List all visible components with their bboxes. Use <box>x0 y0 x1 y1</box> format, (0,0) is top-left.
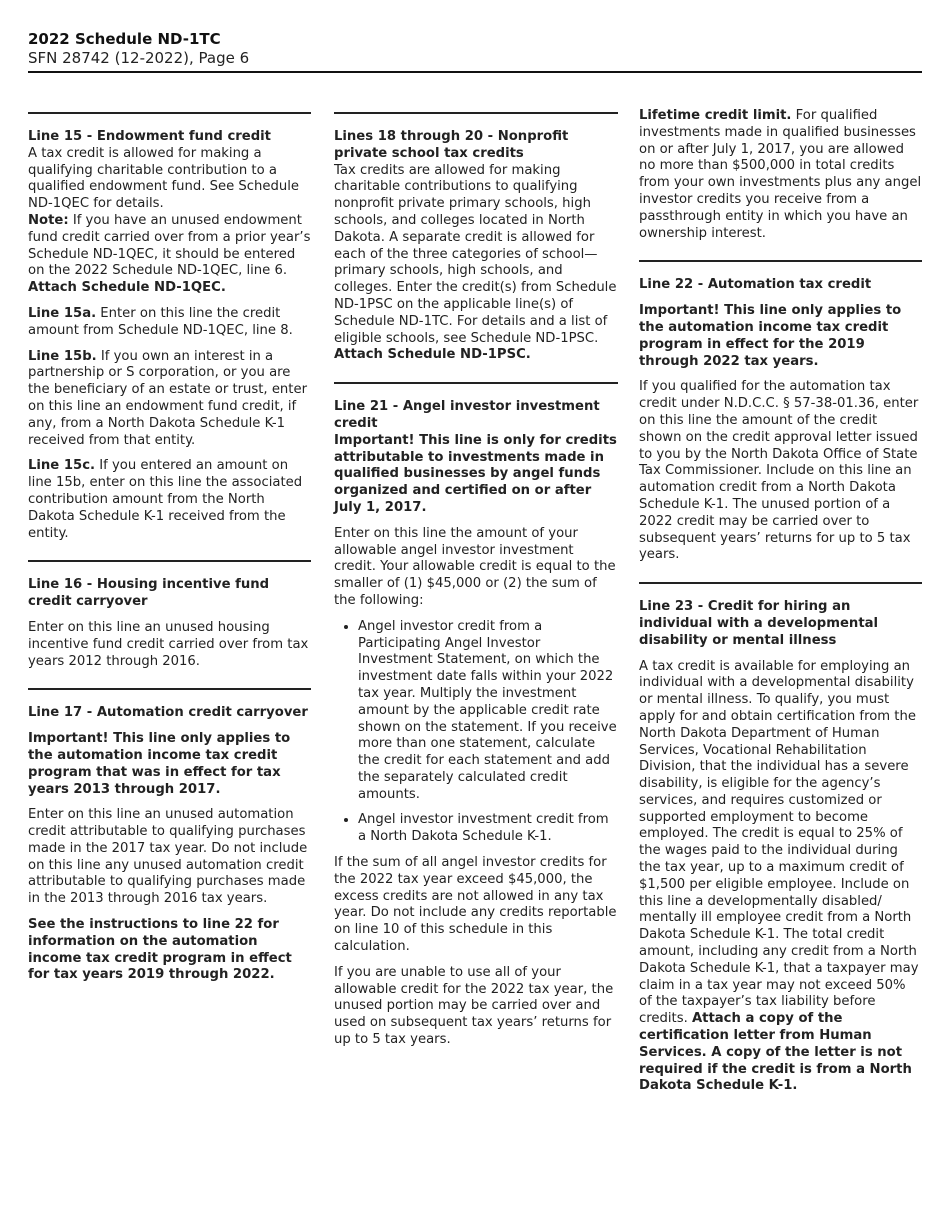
section-line-15 <box>28 129 311 542</box>
bullet-list <box>334 619 618 846</box>
line-15b-paragraph <box>28 349 311 450</box>
section-line-22 <box>639 277 922 564</box>
lifetime-credit-limit <box>639 108 922 242</box>
section-heading: Line 23 - Credit for hiring an individual with a developmental disability or mental illness <box>639 599 879 648</box>
lifetime-label: Lifetime credit limit. <box>639 108 792 123</box>
section-body <box>639 659 922 1096</box>
note-paragraph <box>28 213 311 297</box>
line-15a-paragraph <box>28 306 311 340</box>
section-body: Enter on this line an unused automation credit attributable to qualifying purchases made in the 2017 tax year. Do not include on this line any unused automation credit attributable to qualifying purchases made in the 2013 through 2016 tax years. <box>28 807 308 907</box>
section-divider <box>639 582 922 584</box>
page-header <box>28 30 922 68</box>
section-body <box>334 163 618 365</box>
body-text: Tax credits are allowed for making charitable contributions to qualifying nonprofit private primary schools, high schools, and colleges located in North Dakota. A separate credit is allowed for each of the three categories of school—primary schools, high schools, and colleges. Enter the credit(s) from Schedule ND-1PSC on the applicable line(s) of Schedule ND-1TC. For details and a list of eligible schools, see Schedule ND-1PSC. <box>334 162 617 346</box>
section-heading: Line 17 - Automation credit carryover <box>28 705 308 721</box>
important-notice: Important! This line only applies to the automation income tax credit program that was in effect for tax years 2013 through 2017. <box>28 731 291 797</box>
section-line-21 <box>334 399 618 1049</box>
line-label: Line 15a. <box>28 305 97 321</box>
line-15c-paragraph <box>28 458 311 542</box>
note-label: Note: <box>28 212 69 228</box>
column-2 <box>334 112 618 1067</box>
section-body: Enter on this line the amount of your allowable angel investor investment credit. Your allowable credit is equal to the smaller of (1) $45,000 or (2) the sum of the following: <box>334 525 616 608</box>
line-text: If you own an interest in a partnership or S corporation, or you are the beneficiary of an estate or trust, enter on this line an endowment fund credit, if any, from a North Dakota Schedule K-1 received from that entity. <box>28 348 307 448</box>
section-lines-18-20 <box>334 129 618 364</box>
carryover-paragraph: If you are unable to use all of your allowable credit for the 2022 tax year, the unused portion may be carried over and used on subsequent tax years’ returns for up to 5 tax years. <box>334 964 614 1048</box>
section-heading: Line 22 - Automation tax credit <box>639 277 872 293</box>
line-text: Enter on this line the credit amount from Schedule ND-1QEC, line 8. <box>28 305 293 338</box>
section-line-16 <box>28 577 311 670</box>
attach-instruction: Attach Schedule ND-1PSC. <box>334 347 531 363</box>
section-body: A tax credit is allowed for making a qualifying charitable contribution to a qualified endowment fund. See Schedule ND-1QEC for details. <box>28 145 300 212</box>
section-divider <box>28 112 311 114</box>
important-notice: Important! This line only applies to the automation income tax credit program in effect for the 2019 through 2022 tax years. <box>639 303 902 369</box>
lifetime-text: For qualified investments made in qualified businesses on or after July 1, 2017, you are allowed no more than $500,000 in total credits from your own investments plus any angel investor credits you receive from a passthrough entity in which you have an ownership interest. <box>639 108 922 241</box>
line-label: Line 15c. <box>28 458 96 474</box>
body-text: A tax credit is available for employing an individual with a developmental disability or mental illness. To qualify, you must apply for and obtain certification from the North Dakota Department of Human Services, Vocational Rehabilitation Division, that the individual has a severe disability, is eligible for the agency’s services, and requires customized or supported employment to become employed. The credit is equal to 25% of the wages paid to the individual during the tax year, up to a maximum credit of $1,500 per eligible employee. Include on this line a developmentally disabled/ mentally ill employee credit from a North Dakota Schedule K-1. The total credit amount, including any credit from a North Dakota Schedule K-1, that a taxpayer may claim in a tax year may not exceed 50% of the taxpayer’s tax liability before credits. <box>639 658 919 1027</box>
column-1 <box>28 112 311 1002</box>
page-title: 2022 Schedule ND-1TC <box>28 30 221 48</box>
section-line-23 <box>639 599 922 1095</box>
header-divider <box>28 71 922 73</box>
lifetime-paragraph <box>639 108 922 242</box>
section-body: If you qualified for the automation tax credit under N.D.C.C. § 57-38-01.36, enter on this line the amount of the credit shown on the credit approval letter issued to you by the North Dakota Office of State Tax Commissioner. Include on this line an automation credit from a North Dakota Schedule K-1. The unused portion of a 2022 credit may be carried over to subsequent years’ returns for up to 5 tax years. <box>639 379 919 563</box>
column-3 <box>639 108 922 1113</box>
section-line-17 <box>28 705 311 984</box>
attach-instruction: Attach Schedule ND-1QEC. <box>28 280 226 296</box>
section-divider <box>28 688 311 690</box>
important-notice: Important! This line is only for credits attributable to investments made in qualified businesses by angel funds organized and certified on or after July 1, 2017. <box>334 432 617 515</box>
section-heading: Lines 18 through 20 - Nonprofit private school tax credits <box>334 129 569 161</box>
section-heading: Line 15 - Endowment fund credit <box>28 129 271 144</box>
section-divider <box>639 260 922 262</box>
section-heading: Line 21 - Angel investor investment credit <box>334 399 600 431</box>
form-number: SFN 28742 (12-2022), Page 6 <box>28 49 250 67</box>
attach-instruction: Attach a copy of the certification letter from Human Services. A copy of the letter is not required if the credit is from a North Dakota Schedule K-1. <box>639 1011 912 1094</box>
section-divider <box>334 382 618 384</box>
line-label: Line 15b. <box>28 348 97 364</box>
line-text: If you entered an amount on line 15b, enter on this line the associated contribution amount from the North Dakota Schedule K-1 received from the entity. <box>28 458 303 541</box>
list-item: • Angel investor credit from a Participating Angel Investor Investment Statement, on which the investment date falls within your 2022 tax year. Multiply the investment amount by the applicable credit rate shown on the statement. If you receive more than one statement, calculate the credit for each statement and add the separately calculated credit amounts. <box>358 619 618 804</box>
note-text: If you have an unused endowment fund credit carried over from a prior year’s Schedule ND-1QEC, it should be entered on the 2022 Schedule ND-1QEC, line 6. <box>28 212 311 279</box>
excess-paragraph: If the sum of all angel investor credits for the 2022 tax year exceed $45,000, the excess credits are not allowed in any tax year. Do not include any credits reportable on line 10 of this schedule in this calculation. <box>334 855 617 955</box>
section-divider <box>334 112 618 114</box>
see-instructions: See the instructions to line 22 for information on the automation income tax credit program in effect for tax years 2019 through 2022. <box>28 917 292 983</box>
list-item: • Angel investor investment credit from a North Dakota Schedule K-1. <box>358 812 618 846</box>
section-body: Enter on this line an unused housing incentive fund credit carried over from tax years 2012 through 2016. <box>28 619 309 669</box>
section-heading: Line 16 - Housing incentive fund credit carryover <box>28 577 270 610</box>
section-divider <box>28 560 311 562</box>
